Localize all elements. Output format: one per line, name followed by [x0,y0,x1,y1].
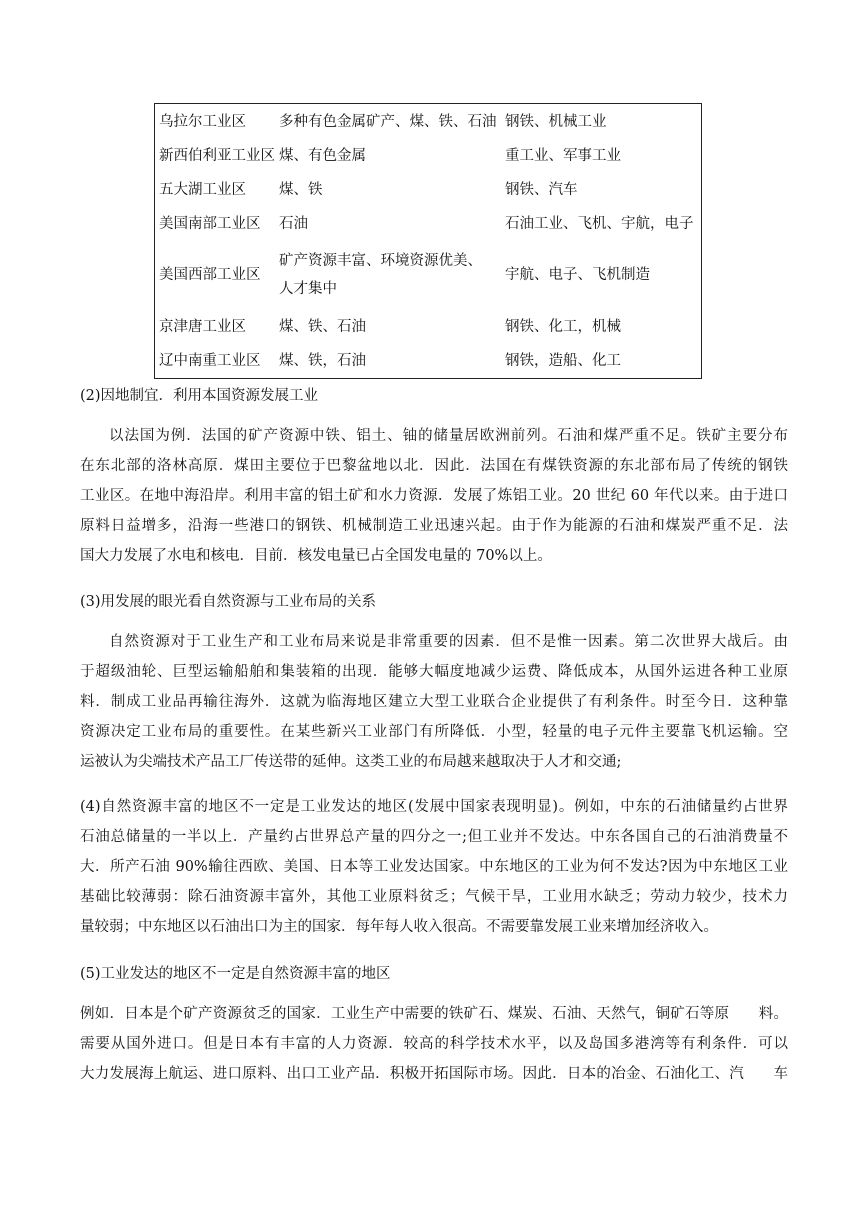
region-cell: 美国西部工业区 [159,267,261,283]
industries-cell: 钢铁，造船、化工 [505,353,621,369]
region-cell: 京津唐工业区 [159,319,246,335]
paragraph-line: 资源决定工业布局的重要性。在某些新兴工业部门有所降低．小型，轻量的电子元件主要靠飞机运输。空 [80,724,788,740]
paragraph-line: 工业区。在地中海沿岸。利用丰富的铝土矿和水力资源．发展了炼铝工业。20 世纪 60 年代以来。由于进口 [80,488,788,504]
industries-cell: 宇航、电子、飞机制造 [505,267,650,283]
region-cell: 新西伯利亚工业区 [159,148,275,164]
section-heading: (3)用发展的眼光看自然资源与工业布局的关系 [80,594,377,610]
region-cell: 美国南部工业区 [159,216,261,232]
paragraph-line: 运被认为尖端技术产品工厂传送带的延伸。这类工业的布局越来越取决于人才和交通; [80,754,622,770]
paragraph-line: 料．制成工业品再输往海外．这就为临海地区建立大型工业联合企业提供了有利条件。时至今日．这种靠 [80,694,788,710]
industrial-regions-table [154,103,702,379]
paragraph [80,999,788,1089]
section-heading: (2)因地制宜．利用本国资源发展工业 [80,388,319,404]
paragraph-line: 例如．日本是个矿产资源贫乏的国家．工业生产中需要的铁矿石、煤炭、石油、天然气，铜矿石等原 料。 [80,1006,788,1022]
industries-cell: 石油工业、飞机、宇航，电子 [505,216,694,232]
region-cell: 乌拉尔工业区 [159,114,246,130]
paragraph-line: 自然资源对于工业生产和工业布局来说是非常重要的因素．但不是惟一因素。第二次世界大战后。由 [109,634,788,650]
paragraph [80,792,788,942]
resources-cell: 煤、铁，石油 [279,353,366,369]
paragraph-line: 需要从国外进口。但是日本有丰富的人力资源．较高的科学技术水平，以及岛国多港湾等有利条件．可以 [80,1036,788,1052]
resources-cell: 多种有色金属矿产、煤、铁、石油 [279,114,497,130]
resources-cell: 煤、铁、石油 [279,319,366,335]
resources-cell: 矿产资源丰富、环境资源优美、 [279,253,482,269]
paragraph-line: 国大力发展了水电和核电．目前．核发电量已占全国发电量的 70%以上。 [80,548,552,564]
paragraph-line: 原料日益增多，沿海一些港口的钢铁、机械制造工业迅速兴起。由于作为能源的石油和煤炭严重不足．法 [80,518,788,534]
region-cell: 五大湖工业区 [159,182,246,198]
resources-cell: 煤、铁 [279,182,323,198]
industries-cell: 钢铁、汽车 [505,182,578,198]
paragraph [80,421,788,571]
paragraph-line: 石油总储量的一半以上．产量约占世界总产量的四分之一;但工业并不发达。中东各国自己的石油消费量不 [80,829,788,845]
region-cell: 辽中南重工业区 [159,353,261,369]
paragraph-line: 大力发展海上航运、进口原料、出口工业产品．积极开拓国际市场。因此．日本的冶金、石油化工、汽 车 [80,1066,788,1082]
industries-cell: 重工业、军事工业 [505,148,621,164]
section-heading: (5)工业发达的地区不一定是自然资源丰富的地区 [80,966,391,982]
paragraph [80,627,788,777]
industries-cell: 钢铁、机械工业 [505,114,607,130]
paragraph-line: 量较弱；中东地区以石油出口为主的国家．每年每人收入很高。不需要靠发展工业来增加经济收入。 [80,919,718,935]
paragraph-line: (4)自然资源丰富的地区不一定是工业发达的地区(发展中国家表现明显)。例如，中东的石油储量约占世界 [80,799,788,815]
resources-cell: 人才集中 [279,281,337,297]
industries-cell: 钢铁、化工，机械 [505,319,621,335]
resources-cell: 煤、有色金属 [279,148,366,164]
paragraph-line: 基础比较薄弱：除石油资源丰富外，其他工业原料贫乏；气候干旱，工业用水缺乏；劳动力较少，技术力 [80,889,788,905]
paragraph-line: 以法国为例．法国的矿产资源中铁、铝土、铀的储量居欧洲前列。石油和煤严重不足。铁矿主要分布 [109,428,788,444]
paragraph-line: 在东北部的洛林高原．煤田主要位于巴黎盆地以北．因此．法国在有煤铁资源的东北部布局了传统的钢铁 [80,458,788,474]
resources-cell: 石油 [279,216,308,232]
paragraph-line: 大．所产石油 90%输往西欧、美国、日本等工业发达国家。中东地区的工业为何不发达?因为中东地区工业 [80,859,788,875]
paragraph-line: 于超级油轮、巨型运输船舶和集装箱的出现．能够大幅度地减少运费、降低成本，从国外运进各种工业原 [80,664,788,680]
